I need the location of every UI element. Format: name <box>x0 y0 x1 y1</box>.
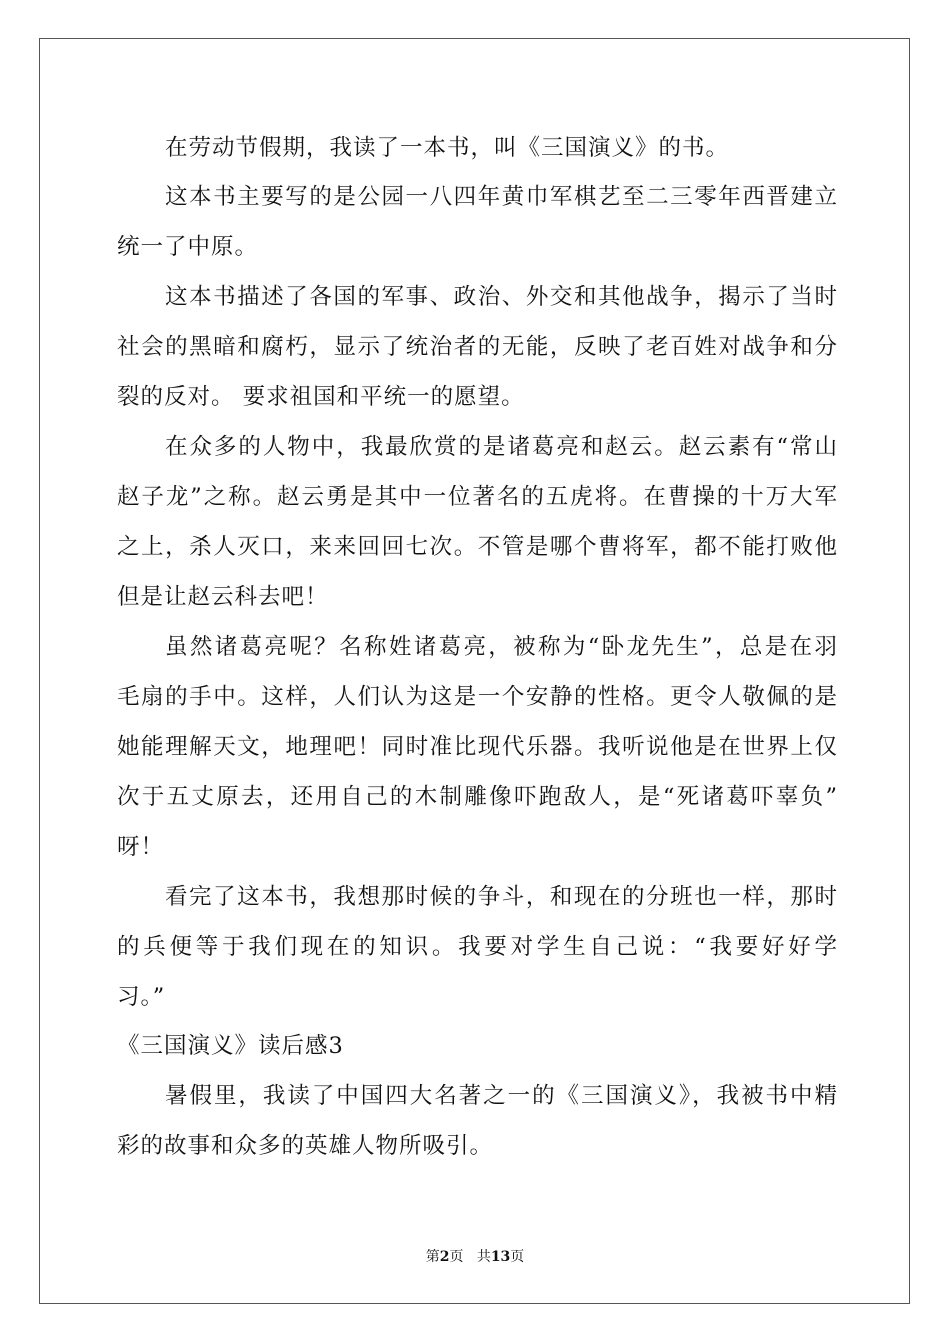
total-suffix: 页 <box>510 1249 525 1265</box>
paragraph-line: 彩的故事和众多的英雄人物所吸引。 <box>117 1133 494 1159</box>
paragraph-line: 次于五丈原去，还用自己的木制雕像吓跑敌人，是“死诸葛吓辜负” <box>117 784 837 810</box>
paragraph-line: 但是让赵云科去吧！ <box>117 584 329 610</box>
paragraph-line: 呀！ <box>117 834 165 860</box>
paragraph-line: 在众多的人物中，我最欣赏的是诸葛亮和赵云。赵云素有“常山 <box>165 434 837 460</box>
page-suffix: 页 <box>449 1249 464 1265</box>
paragraph-line: 毛扇的手中。这样，人们认为这是一个安静的性格。更令人敬佩的是 <box>117 684 837 710</box>
paragraph-line: 这本书主要写的是公园一八四年黄巾军棋艺至二三零年西晋建立 <box>165 184 837 210</box>
paragraph-line: 统一了中原。 <box>117 234 259 260</box>
paragraph-line: 她能理解天文，地理吧！同时准比现代乐器。我听说他是在世界上仅 <box>117 734 837 760</box>
paragraph-line: 社会的黑暗和腐朽，显示了统治者的无能，反映了老百姓对战争和分 <box>117 334 837 360</box>
paragraph-line: 的兵便等于我们现在的知识。我要对学生自己说：“我要好好学 <box>117 934 837 960</box>
paragraph-line: 习。” <box>117 984 166 1010</box>
paragraph-line: 在劳动节假期，我读了一本书，叫《三国演义》的书。 <box>165 135 730 161</box>
total-pages: 13 <box>490 1249 511 1265</box>
paragraph-line: 这本书描述了各国的军事、政治、外交和其他战争，揭示了当时 <box>165 284 837 310</box>
page-frame <box>39 38 910 1304</box>
paragraph-line: 看完了这本书，我想那时候的争斗，和现在的分班也一样，那时 <box>165 884 837 910</box>
paragraph-line: 暑假里，我读了中国四大名著之一的《三国演义》，我被书中精 <box>165 1083 837 1109</box>
paragraph-line: 赵子龙”之称。赵云勇是其中一位著名的五虎将。在曹操的十万大军 <box>117 484 837 510</box>
page-footer <box>0 1248 950 1266</box>
page-prefix: 第 <box>425 1249 440 1265</box>
paragraph-line: 之上，杀人灭口，来来回回七次。不管是哪个曹将军，都不能打败他 <box>117 534 837 560</box>
paragraph-line: 虽然诸葛亮呢？名称姓诸葛亮，被称为“卧龙先生”，总是在羽 <box>165 634 837 660</box>
total-prefix: 共 <box>476 1249 491 1265</box>
page-number: 2 <box>439 1249 450 1265</box>
paragraph-line: 裂的反对。 要求祖国和平统一的愿望。 <box>117 384 525 410</box>
section-heading: 《三国演义》读后感3 <box>117 1033 344 1059</box>
